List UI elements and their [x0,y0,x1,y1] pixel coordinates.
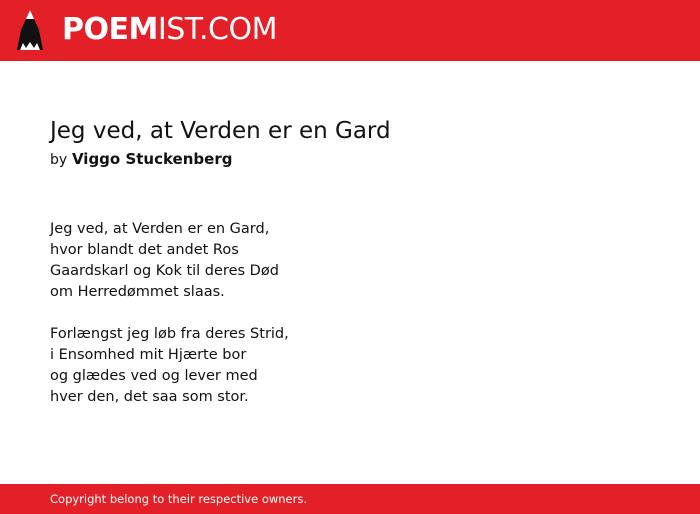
poem-body [50,219,650,429]
site-logo[interactable] [62,12,277,48]
poem-line: hver den, det saa som stor. [50,389,249,405]
poem-line: hvor blandt det andet Ros [50,242,239,258]
poem-line: Gaardskarl og Kok til deres Død [50,263,279,279]
stanza [50,324,650,408]
logo-brand-bold: POEM [62,12,158,47]
author-name: Viggo Stuckenberg [71,150,233,168]
stanza [50,219,650,303]
poem-line: og glædes ved og lever med [50,368,258,384]
poem-byline [50,148,232,171]
copyright-text: Copyright belong to their respective owners. [50,492,308,506]
site-header [0,0,700,61]
poem-line: Forlængst jeg løb fra deres Strid, [50,326,289,342]
poem-title: Jeg ved, at Verden er en Gard [50,118,391,144]
poem-line: i Ensomhed mit Hjærte bor [50,347,247,363]
pencil-icon[interactable] [17,10,43,52]
logo-brand-light: IST.COM [157,12,277,47]
poem-line: om Herredømmet slaas. [50,284,225,300]
site-footer [0,484,700,514]
by-label: by [50,152,68,168]
poem-line: Jeg ved, at Verden er en Gard, [50,221,270,237]
